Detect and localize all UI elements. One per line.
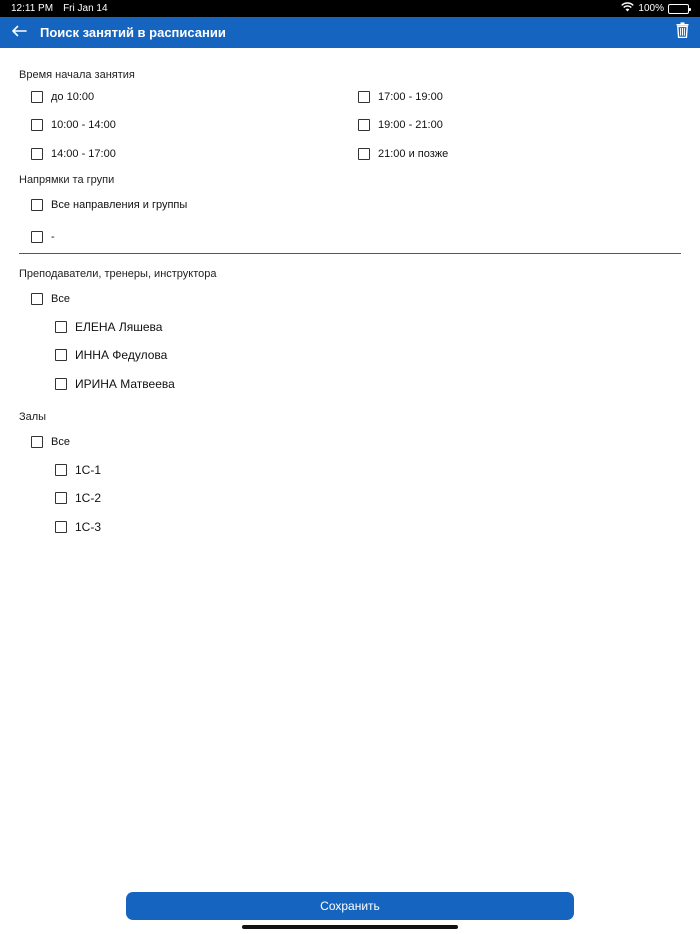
checkbox[interactable]	[31, 199, 43, 211]
checkbox[interactable]	[55, 378, 67, 390]
option-label: ИННА Федулова	[75, 348, 168, 362]
time-option-14-17[interactable]	[31, 144, 116, 164]
hall-option-1c-2[interactable]	[55, 488, 101, 508]
checkbox[interactable]	[358, 148, 370, 160]
trainer-option-lyasheva[interactable]	[55, 317, 162, 337]
direction-option-all[interactable]	[31, 195, 187, 215]
checkbox[interactable]	[358, 91, 370, 103]
trash-icon	[676, 22, 689, 43]
time-option-19-21[interactable]	[358, 115, 443, 135]
option-label: 21:00 и позже	[378, 148, 449, 160]
checkbox[interactable]	[55, 349, 67, 361]
option-label: -	[51, 231, 55, 243]
time-option-before-10[interactable]	[31, 87, 94, 107]
section-divider	[19, 253, 681, 254]
hall-option-1c-1[interactable]	[55, 460, 101, 480]
option-label: 1С-3	[75, 520, 102, 534]
app-bar	[0, 17, 700, 48]
checkbox[interactable]	[31, 91, 43, 103]
checkbox[interactable]	[55, 492, 67, 504]
checkbox[interactable]	[31, 436, 43, 448]
option-label: 1С-2	[75, 491, 102, 505]
page-title: Поиск занятий в расписании	[40, 25, 226, 40]
option-label: Все	[51, 436, 70, 448]
hall-option-all[interactable]	[31, 432, 70, 452]
time-section-label: Время начала занятия	[19, 69, 135, 81]
time-option-17-19[interactable]	[358, 87, 443, 107]
time-option-10-14[interactable]	[31, 115, 116, 135]
checkbox[interactable]	[31, 293, 43, 305]
option-label: 19:00 - 21:00	[378, 119, 443, 131]
checkbox[interactable]	[31, 119, 43, 131]
clear-filters-button[interactable]	[664, 17, 700, 48]
directions-section-label: Напрямки та групи	[19, 174, 115, 186]
status-time: 12:11 PM	[11, 3, 54, 14]
option-label: Все	[51, 293, 70, 305]
option-label: 14:00 - 17:00	[51, 148, 116, 160]
checkbox[interactable]	[31, 231, 43, 243]
status-date: Fri Jan 14	[63, 3, 108, 14]
direction-option-dash[interactable]	[31, 227, 55, 247]
battery-icon	[668, 4, 689, 14]
trainers-section-label: Преподаватели, тренеры, инструктора	[19, 268, 217, 280]
option-label: Все направления и группы	[51, 199, 188, 211]
option-label: до 10:00	[51, 91, 95, 103]
arrow-left-icon	[11, 24, 27, 42]
home-indicator	[242, 925, 458, 929]
trainer-option-matveeva[interactable]	[55, 374, 175, 394]
checkbox[interactable]	[55, 464, 67, 476]
status-right	[621, 2, 689, 15]
option-label: ИРИНА Матвеева	[75, 377, 175, 391]
option-label: 10:00 - 14:00	[51, 119, 116, 131]
status-bar	[0, 0, 700, 17]
trainer-option-all[interactable]	[31, 289, 70, 309]
trainer-option-fedulova[interactable]	[55, 345, 167, 365]
back-button[interactable]	[0, 17, 38, 48]
halls-section-label: Залы	[19, 411, 47, 423]
wifi-icon	[621, 2, 634, 15]
checkbox[interactable]	[358, 119, 370, 131]
battery-percent: 100%	[638, 3, 664, 14]
checkbox[interactable]	[55, 521, 67, 533]
option-label: 1С-1	[75, 463, 102, 477]
option-label: 17:00 - 19:00	[378, 91, 443, 103]
checkbox[interactable]	[55, 321, 67, 333]
save-button[interactable]: Сохранить	[126, 892, 574, 920]
hall-option-1c-3[interactable]	[55, 517, 101, 537]
option-label: ЕЛЕНА Ляшева	[75, 320, 163, 334]
checkbox[interactable]	[31, 148, 43, 160]
time-option-21-later[interactable]	[358, 144, 448, 164]
